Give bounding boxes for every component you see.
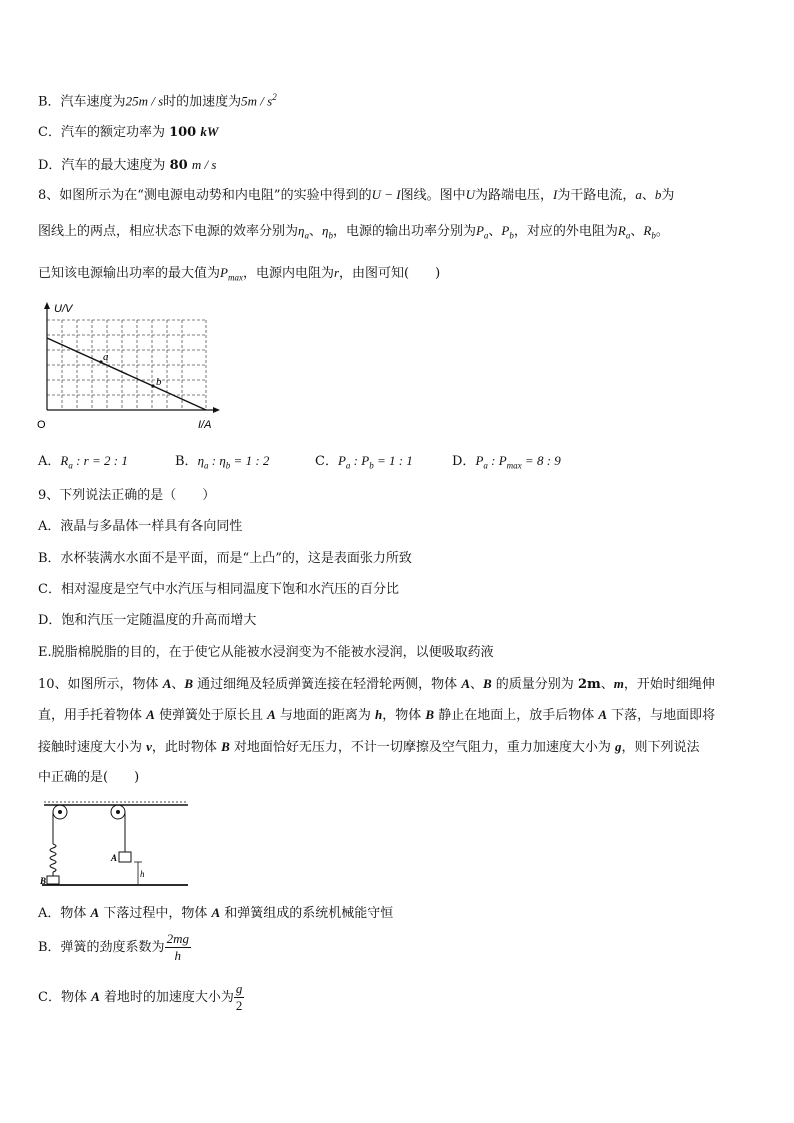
- q10-stem-line3: 接触时速度大小为 v，此时物体 B 对地面恰好无压力，不计一切摩擦及空气阻力，重力加速度大小为 g，则下列说法: [38, 739, 700, 755]
- q10-option-c: C．物体 A 着地时的加速度大小为 $\frac{g}{2}$: [38, 981, 243, 1013]
- point-b-label: b: [156, 376, 162, 388]
- q8-stem-line2: 图线上的两点，相应状态下电源的效率分别为$\eta_a$、$\eta_b$，电源的输出功率分别为$P_a$、$P_b$，对应的外电阻为$R_a$、$R_b$。: [38, 223, 669, 241]
- ui-line: [47, 338, 206, 410]
- fraction-2mg-over-h: $\frac{2mg}{h}$: [166, 931, 189, 963]
- q10-stem-line1: 10、如图所示，物体 A、B 通过细绳及轻质弹簧连接在轻滑轮两侧，物体 A、B 的质量分别为 2m、m，开始时细绳伸: [38, 676, 715, 692]
- q8-stem-line3: 已知该电源输出功率的最大值为$P_{max}$，电源内电阻为r，由图可知( ): [38, 265, 441, 283]
- q10-stem-line2: 直，用手托着物体 A 使弹簧处于原长且 A 与地面的距离为 h，物体 B 静止在地面上，放手后物体 A 下落，与地面即将: [38, 707, 716, 723]
- q9-option-e: E.脱脂棉脱脂的目的，在于使它从能被水浸润变为不能被水浸润，以便吸取药液: [38, 645, 494, 660]
- q10-option-a: A．物体 A 下落过程中，物体 A 和弹簧组成的系统机械能守恒: [38, 905, 394, 921]
- x-axis-arrow-icon: [213, 407, 220, 413]
- origin-label: O: [37, 419, 46, 431]
- q8-option-d: D．$P_a$ : $P_{max} = 8$ : 9: [452, 453, 561, 471]
- q10-stem-line4: 中正确的是( ): [38, 770, 140, 785]
- q9-option-c: C．相对湿度是空气中水汽压与相同温度下饱和水汽压的百分比: [38, 582, 399, 597]
- point-a-label: a: [103, 351, 109, 363]
- fraction-g-over-2: $\frac{g}{2}$: [235, 981, 243, 1013]
- q8-option-c: C．$P_a$ : $P_b = 1$ : 1: [315, 453, 413, 471]
- q8-ui-graph: [34, 298, 224, 432]
- q9-stem: 9、下列说法正确的是（ ）: [38, 488, 216, 503]
- block-b-label: B: [40, 876, 47, 886]
- q8-option-a: A．$R_a$ : r = 2 : 1: [38, 453, 128, 471]
- y-axis-arrow-icon: [44, 302, 50, 309]
- spring-icon: [50, 844, 56, 872]
- x-axis-label: I/A: [198, 419, 212, 431]
- q7-option-b: B．汽车速度为25m / s时的加速度为$5m / s^2$: [38, 92, 277, 110]
- q9-option-d: D．饱和汽压一定随温度的升高而增大: [38, 613, 257, 628]
- q7-option-c: C．汽车的额定功率为 100 kW: [38, 124, 219, 140]
- point-b: [151, 384, 154, 387]
- height-label: h: [140, 869, 145, 879]
- q7-option-d: D．汽车的最大速度为 80 m / s: [38, 157, 217, 173]
- q8-option-b: B．$\eta_a$ : $\eta_b = 1$ : 2: [175, 453, 270, 471]
- q9-option-a: A．液晶与多晶体一样具有各向同性: [38, 519, 243, 534]
- q10-pulley-figure: [38, 798, 198, 890]
- q9-option-b: B．水杯装满水水面不是平面，而是“上凸”的，这是表面张力所致: [38, 551, 412, 566]
- y-axis-label: U/V: [54, 303, 73, 315]
- graph-grid: [47, 320, 206, 410]
- block-b: [47, 876, 59, 884]
- q10-option-b: B．弹簧的劲度系数为 $\frac{2mg}{h}$: [38, 931, 189, 963]
- q8-stem-line1: 8、如图所示为在“测电源电动势和内电阻”的实验中得到的U − I图线。图中U为路端电压，I为干路电流，a、b为: [38, 187, 675, 203]
- block-a-label: A: [111, 853, 118, 863]
- block-a: [119, 852, 131, 862]
